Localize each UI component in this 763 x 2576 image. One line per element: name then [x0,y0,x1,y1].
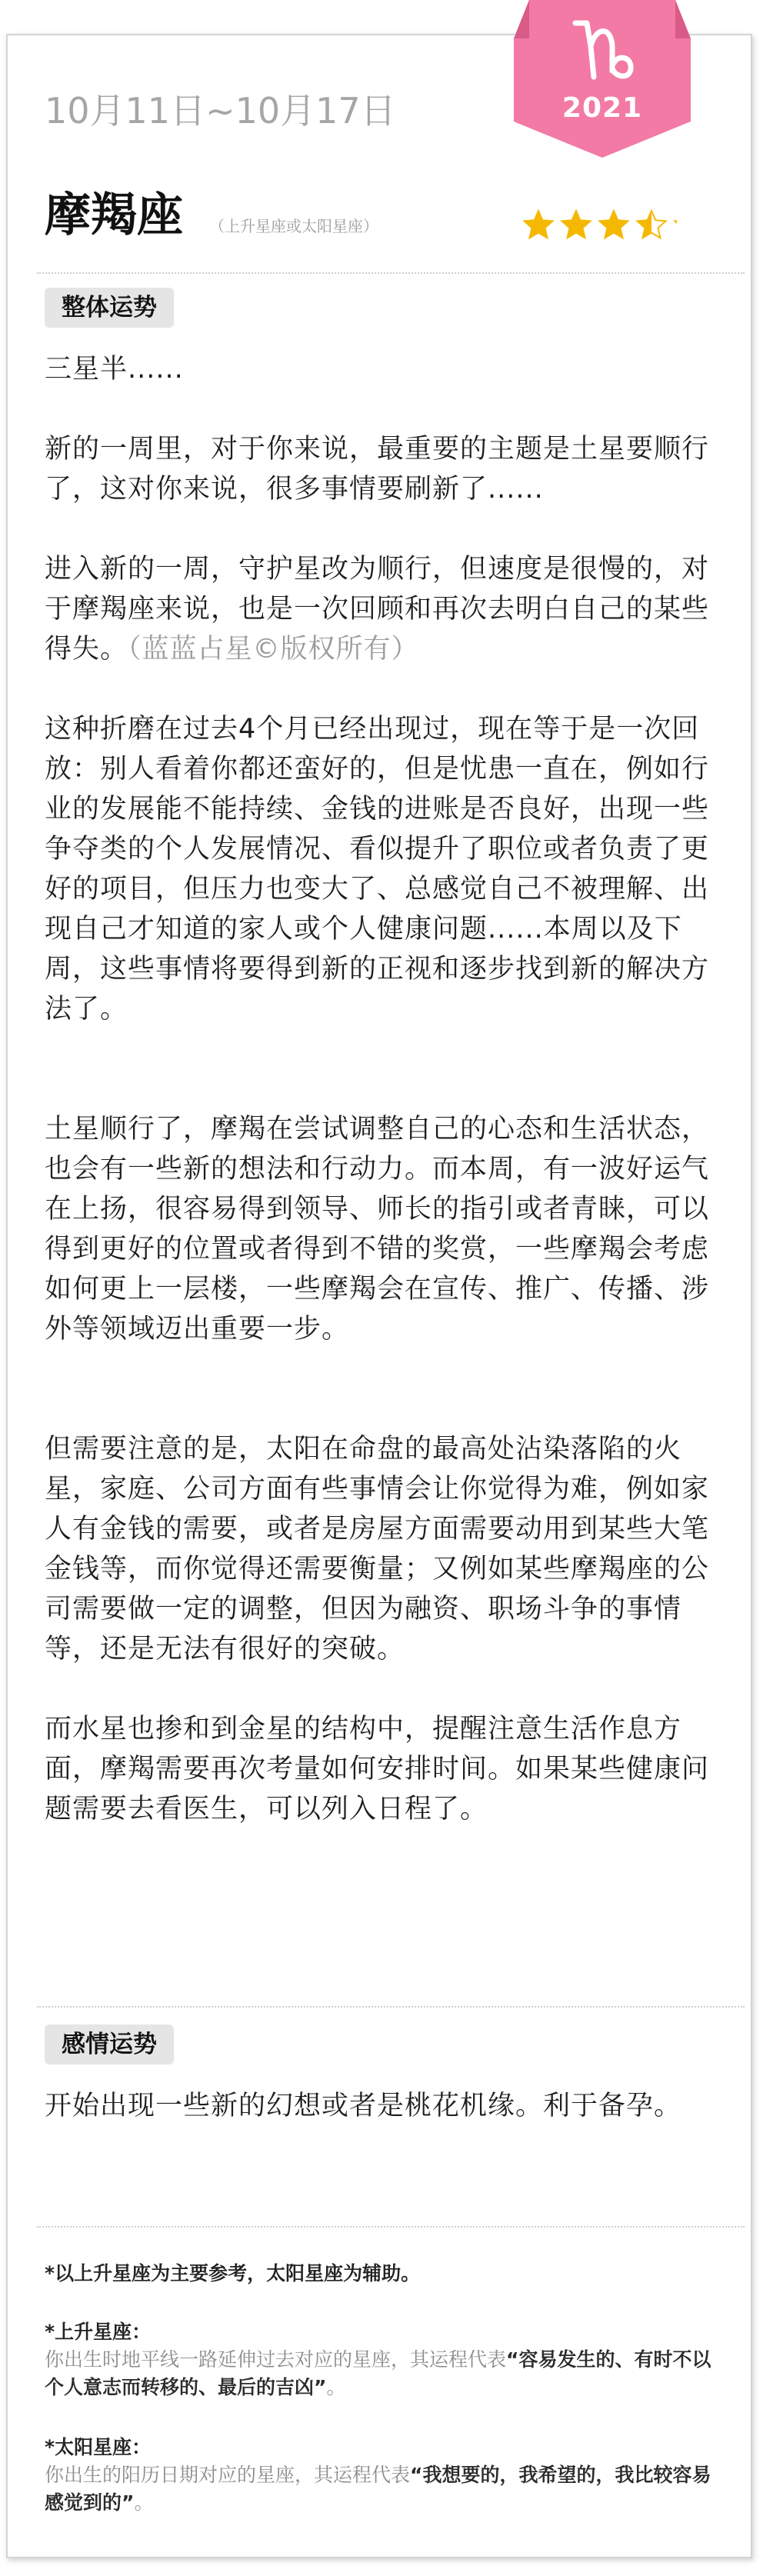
star-icon [675,211,678,238]
ascendant-title: *上升星座： [45,2321,152,2343]
overall-paragraph: 进入新的一周，守护星改为顺行，但速度是很慢的，对于摩羯座来说，也是一次回顾和再次去明白自己的某些得失。（蓝蓝占星©版权所有） [45,554,710,665]
year-label: 2021 [561,92,643,124]
divider [37,2006,745,2008]
date-range: 10月11日~10月17日 [45,90,396,132]
star-icon [638,211,666,238]
sign-subtitle: （上升星座或太阳星座） [209,217,378,235]
divider [37,272,745,274]
overall-paragraph: 而水星也掺和到金星的结构中，提醒注意生活作息方面，摩羯需要再次考量如何安排时间。如果某些健康问题需要去看医生，可以列入日程了。 [45,1714,710,1825]
sun-sign-note: *太阳星座： 你出生的阳历日期对应的星座，其运程代表“我想要的，我希望的，我比较容易感觉到的”。 [45,2436,711,2514]
overall-rating-text: 三星半...... [45,354,184,385]
star-icon [525,211,553,238]
rating-stars [523,206,677,246]
ascendant-note: *上升星座： 你出生时地平线一路延伸过去对应的星座，其运程代表“容易发生的、有时不以个人意志而转移的、最后的吉凶”。 [45,2321,711,2398]
sign-title: 摩羯座 [45,188,183,242]
love-paragraph: 开始出现一些新的幻想或者是桃花机缘。利于备孕。 [45,2091,682,2121]
overall-paragraph: 新的一周里，对于你来说，最重要的主题是土星要顺行了，这对你来说，很多事情要刷新了...... [45,434,710,505]
love-tag: 感情运势 [45,2024,174,2064]
sun-sign-title: *太阳星座： [45,2436,152,2458]
overall-paragraph: 土星顺行了，摩羯在尝试调整自己的心态和生活状态，也会有一些新的想法和行动力。而本周，有一波好运气在上扬，很容易得到领导、师长的指引或者青睐，可以得到更好的位置或者得到不错的奖赏，一些摩羯会考虑如何更上一层楼，一些摩羯会在宣传、推广、传播、涉外等领域迈出重要一步。 [45,1114,710,1345]
overall-paragraph: 这种折磨在过去4个月已经出现过，现在等于是一次回放：别人看着你都还蛮好的，但是忧患一直在，例如行业的发展能不能持续、金钱的进账是否良好，出现一些争夺类的个人发展情况、看似提升了职位或者负责了更好的项目，但压力也变大了、总感觉自己不被理解、出现自己才知道的家人或个人健康问题......本周以及下周，这些事情将要得到新的正视和逐步找到新的解决方法了。 [45,714,710,1025]
reference-note: *以上升星座为主要参考，太阳星座为辅助。 [45,2262,421,2284]
star-icon [562,211,591,238]
overall-paragraph: 但需要注意的是，太阳在命盘的最高处沾染落陷的火星，家庭、公司方面有些事情会让你觉得为难，例如家人有金钱的需要，或者是房屋方面需要动用到某些大笔金钱等，而你觉得还需要衡量；又例如某些摩羯座的公司需要做一定的调整，但因为融资、职场斗争的事情等，还是无法有很好的突破。 [45,1434,710,1665]
divider [37,2226,745,2228]
overall-tag: 整体运势 [45,288,174,328]
year-badge [514,0,691,158]
copyright-note: （蓝蓝占星©版权所有） [128,634,419,665]
star-icon [600,211,628,238]
